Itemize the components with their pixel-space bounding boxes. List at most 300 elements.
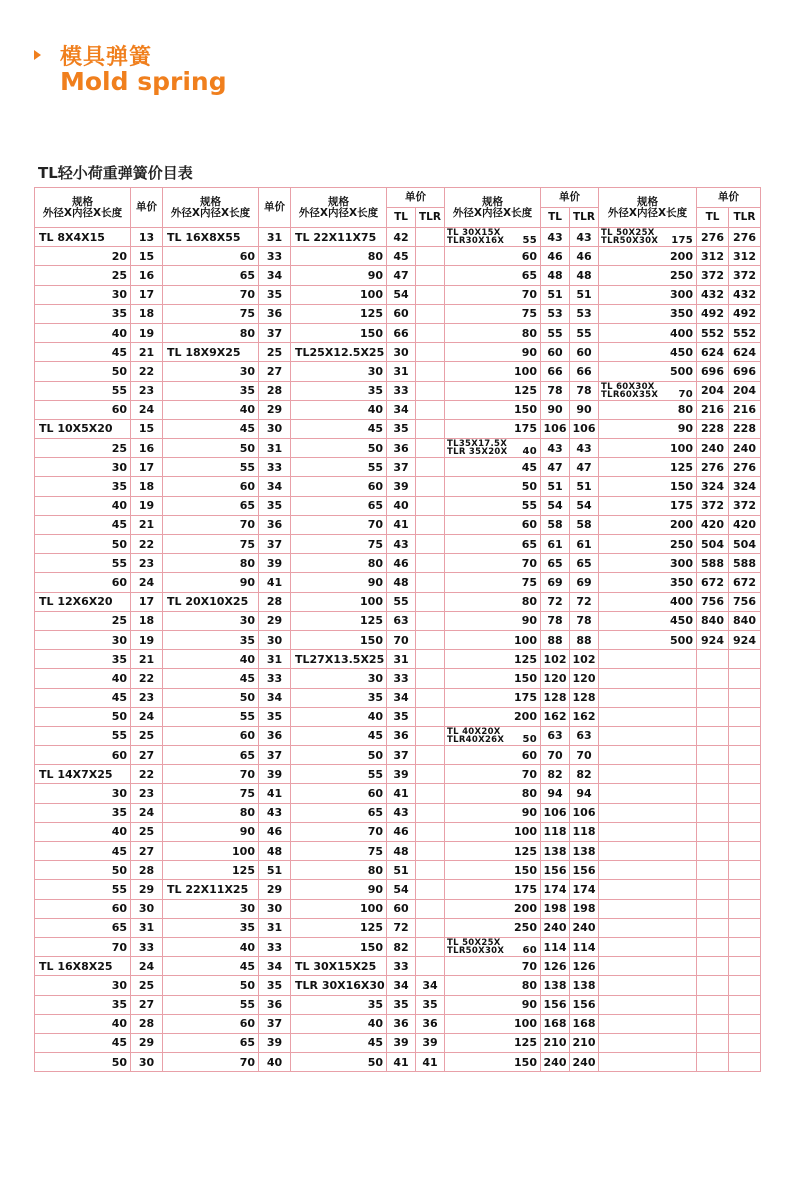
spec-cell: TL 16X8X55: [163, 228, 259, 247]
spec-cell: 90: [445, 611, 541, 630]
price-cell: 35: [259, 976, 291, 995]
price-cell: 276: [697, 228, 729, 247]
price-cell: 54: [387, 880, 416, 899]
price-cell: 624: [697, 343, 729, 362]
price-cell: 88: [541, 630, 570, 649]
spec-cell: [599, 228, 697, 247]
price-cell: 82: [387, 937, 416, 956]
price-cell: 33: [259, 937, 291, 956]
price-cell: 138: [541, 976, 570, 995]
spec-cell: 80: [445, 592, 541, 611]
price-cell: 204: [697, 381, 729, 400]
spec-header: [35, 188, 131, 228]
spec-cell: TL 22X11X75: [291, 228, 387, 247]
price-cell: 156: [541, 861, 570, 880]
price-cell: 39: [259, 765, 291, 784]
price-cell: 156: [570, 861, 599, 880]
spec-label: 规格: [200, 195, 221, 208]
spec-cell: 60: [163, 726, 259, 745]
price-cell: 54: [387, 285, 416, 304]
price-cell: 31: [259, 918, 291, 937]
spec-line: TLR50X30X: [447, 946, 505, 957]
price-cell: 420: [697, 515, 729, 534]
price-cell: [729, 880, 761, 899]
spec-cell: 45: [291, 726, 387, 745]
price-cell: 33: [259, 247, 291, 266]
price-header: 单价: [387, 188, 445, 208]
spec-cell: 250: [445, 918, 541, 937]
table-row: [35, 343, 761, 362]
price-header: 单价: [697, 188, 761, 208]
spec-cell: [599, 842, 697, 861]
price-cell: 114: [541, 937, 570, 956]
price-cell: 46: [541, 247, 570, 266]
price-cell: 240: [570, 1053, 599, 1072]
price-cell: 23: [131, 688, 163, 707]
price-cell: 23: [131, 381, 163, 400]
price-cell: 34: [387, 400, 416, 419]
spec-cell: 60: [35, 573, 131, 592]
spec-cell: [599, 688, 697, 707]
price-cell: 106: [570, 803, 599, 822]
spec-sub-label: 外径X内径X长度: [298, 206, 379, 219]
spec-cell: 350: [599, 304, 697, 323]
table-row: [35, 822, 761, 841]
price-cell: 18: [131, 477, 163, 496]
price-cell: 30: [259, 630, 291, 649]
spec-cell: 40: [35, 496, 131, 515]
price-cell: [416, 822, 445, 841]
spec-cell: 55: [35, 726, 131, 745]
price-cell: 276: [697, 458, 729, 477]
spec-cell: 100: [599, 439, 697, 458]
spec-cell: 70: [291, 822, 387, 841]
price-cell: 70: [541, 746, 570, 765]
price-cell: [729, 842, 761, 861]
spec-line: TLR30X16X: [447, 236, 505, 247]
price-cell: 31: [387, 650, 416, 669]
spec-cell: 45: [291, 419, 387, 438]
price-cell: 588: [697, 554, 729, 573]
spec-cell: 65: [445, 266, 541, 285]
spec-cell: 70: [35, 937, 131, 956]
price-cell: 60: [387, 304, 416, 323]
spec-cell: 60: [445, 515, 541, 534]
price-cell: 34: [259, 688, 291, 707]
spec-cell: 30: [163, 611, 259, 630]
price-cell: [729, 688, 761, 707]
spec-cell: [599, 726, 697, 745]
price-cell: 31: [259, 650, 291, 669]
spec-cell: 40: [35, 669, 131, 688]
spec-cell: 125: [163, 861, 259, 880]
price-cell: 17: [131, 592, 163, 611]
spec-cell: 65: [163, 1033, 259, 1052]
price-cell: 29: [259, 400, 291, 419]
price-cell: [416, 861, 445, 880]
spec-cell: [599, 861, 697, 880]
spec-cell: 80: [163, 323, 259, 342]
price-cell: [697, 995, 729, 1014]
price-cell: 39: [387, 765, 416, 784]
spec-cell: 150: [291, 630, 387, 649]
spec-cell: 75: [291, 535, 387, 554]
price-cell: [416, 458, 445, 477]
spec-line: 70: [678, 388, 693, 400]
table-row: [35, 1014, 761, 1033]
price-cell: 25: [131, 976, 163, 995]
price-cell: 54: [570, 496, 599, 515]
spec-cell: TL25X12.5X25: [291, 343, 387, 362]
spec-cell: 80: [163, 554, 259, 573]
spec-line: TL 40X20X: [447, 726, 501, 737]
price-cell: 25: [259, 343, 291, 362]
spec-cell: 65: [445, 535, 541, 554]
spec-cell: 80: [291, 554, 387, 573]
price-cell: 66: [570, 362, 599, 381]
price-cell: 48: [570, 266, 599, 285]
spec-cell: [599, 880, 697, 899]
price-cell: 58: [570, 515, 599, 534]
spec-header: [163, 188, 259, 228]
spec-cell: 60: [163, 1014, 259, 1033]
price-cell: 128: [541, 688, 570, 707]
price-cell: 60: [387, 899, 416, 918]
price-cell: 51: [570, 477, 599, 496]
price-cell: [729, 1014, 761, 1033]
price-cell: 28: [131, 861, 163, 880]
price-cell: 240: [570, 918, 599, 937]
price-cell: [729, 707, 761, 726]
price-cell: 432: [729, 285, 761, 304]
price-cell: 47: [387, 266, 416, 285]
spec-cell: 35: [163, 918, 259, 937]
spec-cell: 175: [599, 496, 697, 515]
price-cell: 114: [570, 937, 599, 956]
table-row: [35, 400, 761, 419]
table-row: [35, 304, 761, 323]
spec-cell: 80: [291, 247, 387, 266]
price-cell: 70: [387, 630, 416, 649]
price-cell: 35: [416, 995, 445, 1014]
spec-cell: 55: [291, 765, 387, 784]
spec-cell: TL 10X5X20: [35, 419, 131, 438]
spec-cell: 350: [599, 573, 697, 592]
price-cell: 138: [570, 976, 599, 995]
price-cell: 72: [570, 592, 599, 611]
spec-cell: 90: [291, 573, 387, 592]
price-cell: 51: [541, 285, 570, 304]
price-cell: 30: [259, 419, 291, 438]
spec-cell: 100: [445, 362, 541, 381]
price-cell: 37: [259, 1014, 291, 1033]
spec-cell: 80: [599, 400, 697, 419]
price-cell: 28: [259, 592, 291, 611]
price-cell: [697, 822, 729, 841]
spec-cell: 50: [291, 1053, 387, 1072]
price-cell: 15: [131, 419, 163, 438]
price-cell: 41: [387, 784, 416, 803]
price-cell: 126: [570, 957, 599, 976]
price-cell: 672: [697, 573, 729, 592]
spec-cell: 70: [291, 515, 387, 534]
table-row: [35, 477, 761, 496]
spec-cell: 40: [35, 1014, 131, 1033]
arrow-icon: [34, 50, 41, 60]
price-cell: 276: [729, 458, 761, 477]
spec-cell: 65: [163, 266, 259, 285]
price-cell: 924: [729, 630, 761, 649]
spec-line: TLR40X26X: [447, 734, 505, 745]
price-cell: 66: [387, 323, 416, 342]
spec-cell: [599, 957, 697, 976]
price-cell: [416, 228, 445, 247]
spec-cell: 450: [599, 343, 697, 362]
price-cell: 55: [541, 323, 570, 342]
price-cell: [729, 726, 761, 745]
price-cell: 34: [259, 477, 291, 496]
spec-cell: 45: [291, 1033, 387, 1052]
spec-cell: TL 20X10X25: [163, 592, 259, 611]
price-cell: 31: [387, 362, 416, 381]
price-cell: 372: [697, 496, 729, 515]
price-cell: 22: [131, 765, 163, 784]
price-cell: 82: [570, 765, 599, 784]
price-cell: 66: [541, 362, 570, 381]
price-cell: [697, 1053, 729, 1072]
price-cell: 37: [259, 323, 291, 342]
price-cell: 63: [387, 611, 416, 630]
spec-cell: 150: [291, 323, 387, 342]
spec-cell: 55: [291, 458, 387, 477]
price-cell: [697, 918, 729, 937]
price-cell: [697, 937, 729, 956]
price-cell: [729, 746, 761, 765]
price-cell: 312: [697, 247, 729, 266]
spec-line: TL 30X15X: [447, 228, 501, 239]
price-table: [34, 187, 761, 1072]
spec-cell: 55: [163, 707, 259, 726]
price-cell: 90: [541, 400, 570, 419]
price-cell: [416, 688, 445, 707]
price-cell: 53: [570, 304, 599, 323]
spec-cell: [445, 228, 541, 247]
tlr-header: TLR: [416, 208, 445, 228]
spec-cell: 35: [35, 304, 131, 323]
spec-header: [599, 188, 697, 228]
price-cell: 41: [387, 515, 416, 534]
price-cell: 31: [259, 439, 291, 458]
table-row: [35, 842, 761, 861]
price-cell: 168: [570, 1014, 599, 1033]
price-cell: 18: [131, 304, 163, 323]
price-cell: 174: [541, 880, 570, 899]
price-cell: [697, 976, 729, 995]
spec-cell: 200: [599, 247, 697, 266]
spec-cell: 55: [163, 458, 259, 477]
price-cell: 372: [729, 266, 761, 285]
price-cell: 372: [729, 496, 761, 515]
price-cell: 27: [131, 746, 163, 765]
spec-cell: 125: [445, 650, 541, 669]
table-row: [35, 496, 761, 515]
spec-line: 55: [522, 235, 537, 247]
price-cell: [416, 477, 445, 496]
spec-cell: 60: [163, 477, 259, 496]
spec-cell: 300: [599, 285, 697, 304]
spec-label: 规格: [482, 195, 503, 208]
spec-cell: 50: [291, 746, 387, 765]
price-cell: 162: [541, 707, 570, 726]
price-cell: 138: [541, 842, 570, 861]
price-cell: 552: [729, 323, 761, 342]
spec-cell: 65: [291, 496, 387, 515]
spec-cell: [599, 976, 697, 995]
price-cell: 120: [570, 669, 599, 688]
spec-cell: TL 12X6X20: [35, 592, 131, 611]
price-cell: 30: [387, 343, 416, 362]
spec-cell: 40: [35, 323, 131, 342]
table-row: [35, 669, 761, 688]
spec-cell: 40: [291, 707, 387, 726]
table-row: [35, 1033, 761, 1052]
price-cell: 17: [131, 458, 163, 477]
price-cell: 78: [570, 611, 599, 630]
price-cell: 120: [541, 669, 570, 688]
price-cell: 36: [259, 995, 291, 1014]
tl-header: TL: [387, 208, 416, 228]
price-cell: 36: [259, 726, 291, 745]
spec-cell: 30: [291, 669, 387, 688]
price-cell: 156: [541, 995, 570, 1014]
table-row: [35, 554, 761, 573]
spec-cell: 150: [599, 477, 697, 496]
price-cell: 48: [387, 842, 416, 861]
price-cell: 492: [697, 304, 729, 323]
spec-cell: 90: [599, 419, 697, 438]
spec-cell: 40: [291, 400, 387, 419]
price-cell: 53: [541, 304, 570, 323]
price-cell: 126: [541, 957, 570, 976]
spec-cell: 35: [291, 688, 387, 707]
price-cell: 128: [570, 688, 599, 707]
price-cell: [697, 765, 729, 784]
spec-cell: 25: [35, 439, 131, 458]
price-cell: 36: [259, 515, 291, 534]
spec-cell: 35: [35, 995, 131, 1014]
spec-cell: 50: [163, 688, 259, 707]
price-cell: [729, 976, 761, 995]
table-row: [35, 285, 761, 304]
price-cell: 23: [131, 784, 163, 803]
price-cell: 30: [259, 899, 291, 918]
spec-cell: 60: [35, 899, 131, 918]
price-cell: 29: [131, 880, 163, 899]
spec-cell: [599, 995, 697, 1014]
table-row: [35, 515, 761, 534]
spec-cell: TL 22X11X25: [163, 880, 259, 899]
price-cell: 33: [259, 669, 291, 688]
table-row: [35, 247, 761, 266]
spec-cell: 55: [35, 880, 131, 899]
price-cell: 55: [387, 592, 416, 611]
price-cell: 27: [131, 842, 163, 861]
price-cell: 48: [259, 842, 291, 861]
spec-cell: 100: [445, 630, 541, 649]
price-cell: [697, 746, 729, 765]
price-cell: 324: [729, 477, 761, 496]
price-cell: 36: [387, 1014, 416, 1033]
spec-cell: 70: [445, 285, 541, 304]
price-cell: [416, 650, 445, 669]
table-body: [35, 228, 761, 1072]
price-cell: [416, 669, 445, 688]
price-cell: 24: [131, 400, 163, 419]
price-cell: [416, 343, 445, 362]
price-cell: 30: [131, 1053, 163, 1072]
price-cell: 34: [259, 266, 291, 285]
spec-cell: 65: [291, 803, 387, 822]
price-cell: 40: [387, 496, 416, 515]
spec-cell: 60: [445, 247, 541, 266]
price-cell: 19: [131, 630, 163, 649]
price-cell: 43: [387, 535, 416, 554]
price-cell: 228: [697, 419, 729, 438]
spec-cell: 30: [35, 285, 131, 304]
price-cell: 37: [259, 746, 291, 765]
price-cell: 21: [131, 343, 163, 362]
spec-cell: 50: [35, 362, 131, 381]
price-cell: [416, 247, 445, 266]
table-row: [35, 899, 761, 918]
price-cell: 30: [131, 899, 163, 918]
price-cell: 48: [387, 573, 416, 592]
spec-cell: [599, 784, 697, 803]
spec-cell: [599, 803, 697, 822]
table-row: [35, 323, 761, 342]
price-cell: 552: [697, 323, 729, 342]
price-cell: [729, 803, 761, 822]
price-cell: 70: [570, 746, 599, 765]
spec-cell: 125: [291, 611, 387, 630]
price-cell: 46: [387, 554, 416, 573]
price-cell: 46: [259, 822, 291, 841]
spec-cell: 90: [163, 573, 259, 592]
spec-cell: 125: [445, 1033, 541, 1052]
spec-cell: 75: [445, 304, 541, 323]
spec-cell: 80: [291, 861, 387, 880]
price-cell: [729, 957, 761, 976]
price-cell: 672: [729, 573, 761, 592]
spec-cell: 50: [291, 439, 387, 458]
price-cell: [729, 937, 761, 956]
spec-cell: 100: [445, 822, 541, 841]
price-cell: 29: [131, 1033, 163, 1052]
price-cell: 94: [570, 784, 599, 803]
price-cell: [729, 861, 761, 880]
price-cell: 25: [131, 822, 163, 841]
price-cell: 240: [729, 439, 761, 458]
price-cell: 624: [729, 343, 761, 362]
spec-cell: 35: [291, 995, 387, 1014]
price-cell: 43: [541, 439, 570, 458]
price-cell: 94: [541, 784, 570, 803]
price-cell: 46: [387, 822, 416, 841]
spec-cell: TL 18X9X25: [163, 343, 259, 362]
price-cell: 65: [570, 554, 599, 573]
price-cell: 60: [570, 343, 599, 362]
price-cell: 34: [416, 976, 445, 995]
